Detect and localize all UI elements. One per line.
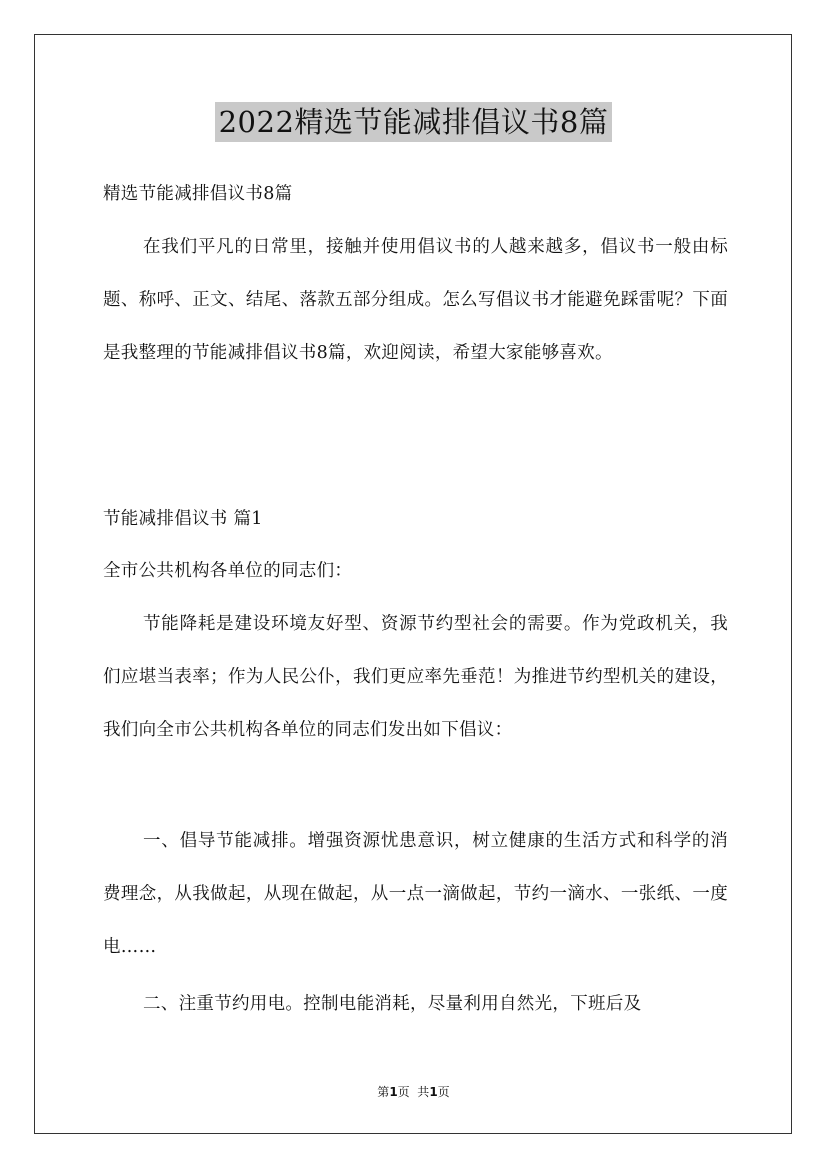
footer-page-total: 1 — [429, 1085, 438, 1099]
section-heading: 节能减排倡议书 篇1 — [103, 509, 263, 529]
item-2-paragraph: 二、注重节约用电。控制电能消耗，尽量利用自然光，下班后及 — [143, 994, 642, 1014]
paragraph-1: 节能降耗是建设环境友好型、资源节约型社会的需要。作为党政机关，我们应堪当表率；作为人民公仆，我们更应率先垂范！为推进节约型机关的建设，我们向全市公共机构各单位的同志们发出如下倡议： — [103, 614, 728, 740]
intro-paragraph: 在我们平凡的日常里，接触并使用倡议书的人越来越多，倡议书一般由标题、称呼、正文、结尾、落款五部分组成。怎么写倡议书才能避免踩雷呢？下面是我整理的节能减排倡议书8篇，欢迎阅读，希望大家能够喜欢。 — [103, 237, 728, 363]
footer-page-number: 1 — [389, 1085, 398, 1099]
title-container — [0, 102, 827, 142]
subtitle-line: 精选节能减排倡议书8篇 — [103, 184, 293, 204]
footer-page-prefix: 第 — [377, 1085, 390, 1099]
footer-page-suffix: 页 — [437, 1085, 450, 1099]
footer-page-mid: 页 共 — [397, 1085, 430, 1099]
item-1-paragraph: 一、倡导节能减排。增强资源忧患意识，树立健康的生活方式和科学的消费理念，从我做起，从现在做起，从一点一滴做起，节约一滴水、一张纸、一度电…… — [103, 831, 728, 957]
salutation: 全市公共机构各单位的同志们： — [103, 561, 353, 581]
page-footer — [0, 1083, 827, 1100]
document-title: 2022精选节能减排倡议书8篇 — [215, 102, 613, 142]
